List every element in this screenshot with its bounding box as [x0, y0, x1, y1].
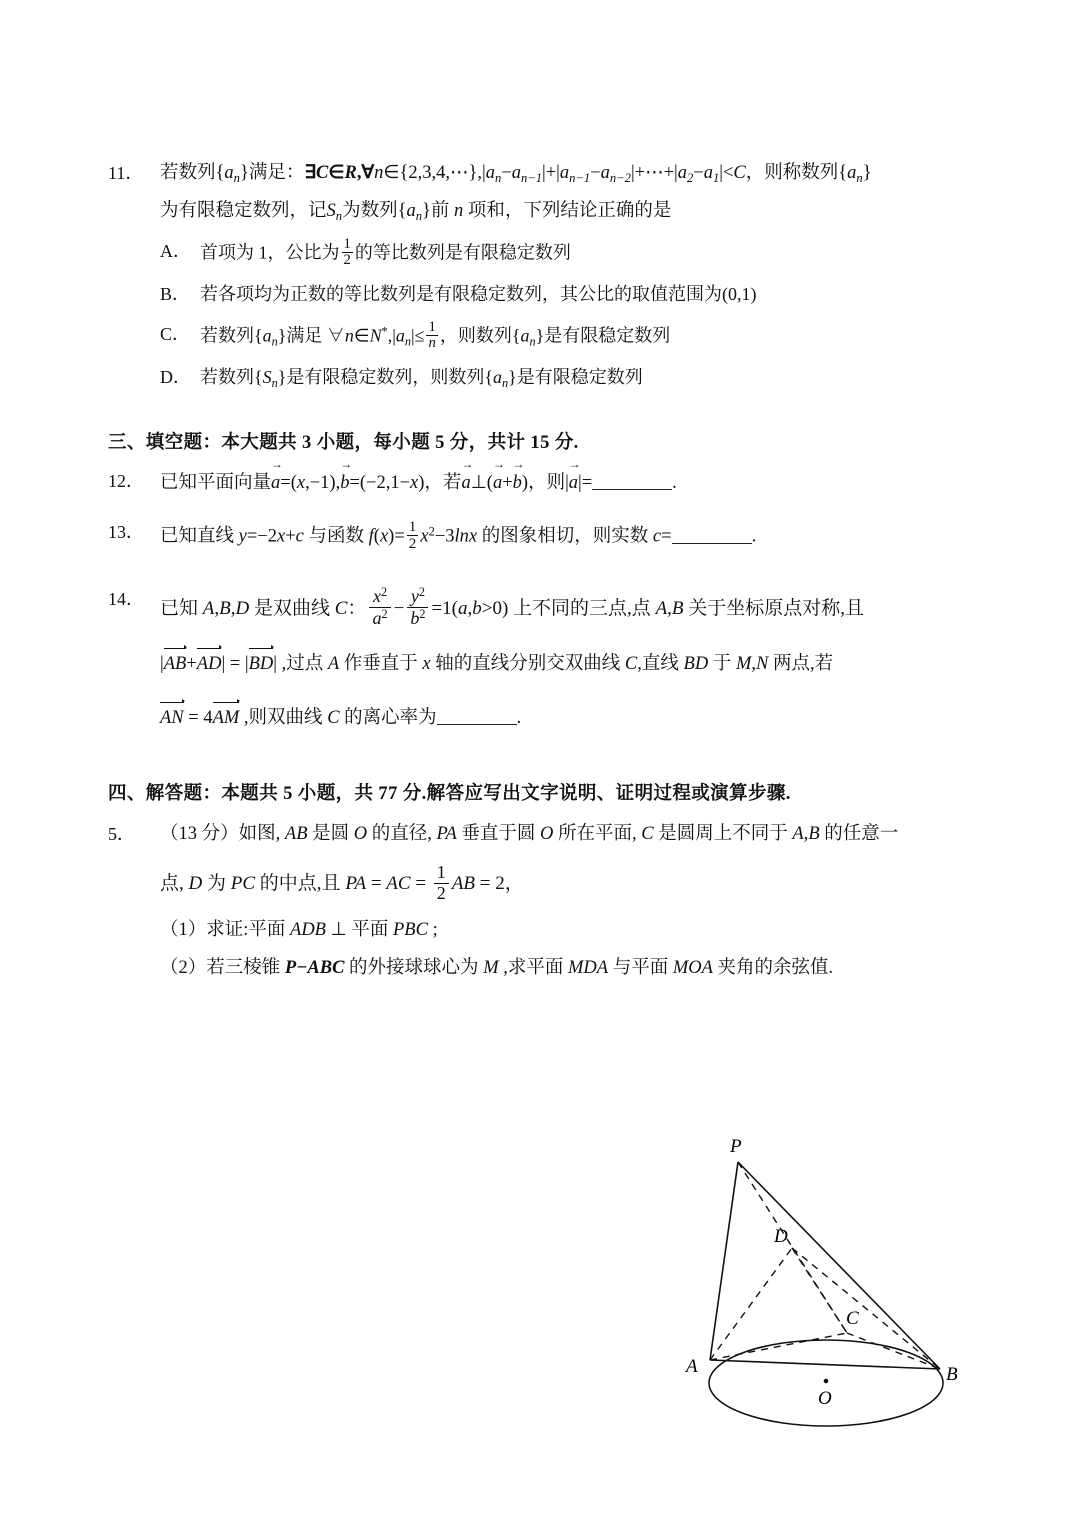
- question-13: [108, 519, 988, 552]
- option-c-key: C．: [160, 323, 191, 344]
- label-O: O: [818, 1388, 832, 1409]
- question-12-number: 12．: [108, 470, 144, 491]
- question-5: [108, 821, 988, 849]
- option-a-key: A．: [160, 240, 191, 261]
- segment-DB: [792, 1248, 940, 1369]
- option-b-text: 若各项均为正数的等比数列是有限稳定数列，其公比的取值范围为(0,1): [200, 284, 757, 305]
- question-11-stem-line1: 若数列$\{a_n\}$满足：$\exists C\in R,\forall n\in\{2,3,4,\cdots\},|a_n-a_{n-1}|+|a_{n-1}-a_{n-2}|+\cdots+|a_2-a_1|<C$，则称数列$\{a_n\}$: [160, 163, 872, 186]
- label-C: C: [846, 1308, 859, 1329]
- option-d-text: 若数列$\{S_n\}$是有限稳定数列，则数列$\{a_n\}$是有限稳定数列: [200, 367, 643, 391]
- question-5-number: 5．: [108, 823, 135, 844]
- question-12-text: 已知平面向量a →=(x,−1),b →=(−2,1−x)，若a →⊥(a →+b →)，则|a →|= .: [160, 468, 988, 498]
- question-13-number: 13．: [108, 522, 144, 543]
- section-3-heading: 三、填空题：本大题共 3 小题，每小题 5 分，共计 15 分.: [108, 432, 579, 453]
- answer-blank-12[interactable]: [592, 470, 672, 490]
- answer-blank-13[interactable]: [672, 525, 752, 545]
- question-11-option-c[interactable]: [160, 320, 988, 352]
- section-4-heading: 四、解答题：本题共 5 小题，共 77 分.解答应写出文字说明、证明过程或演算步骤.: [108, 783, 791, 804]
- question-5-line1: （13 分）如图, AB 是圆 O 的直径, PA 垂直于圆 O 所在平面, C 是圆周上不同于 A,B 的任意一: [160, 823, 899, 844]
- question-14-line3: AN = 4AM ,则双曲线 C 的离心率为 .: [160, 705, 988, 733]
- point-O-dot: [824, 1379, 829, 1384]
- question-11-option-d[interactable]: [160, 363, 988, 393]
- question-5-line2: 点, D 为 PC 的中点,且 PA = AC = $\frac{1}{2}$ AB = 2，: [160, 861, 524, 903]
- question-5-part-1: （1）求证:平面 ADB ⊥ 平面 PBC ;: [160, 920, 438, 941]
- question-14: [108, 586, 988, 629]
- option-c-text: 若数列$\{a_n\}$满足 $\forall n\in N^*,|a_n|\le$ $\frac{1}{n}$ ，则数列$\{a_n\}$是有限稳定数列: [200, 318, 671, 352]
- label-P: P: [730, 1136, 742, 1157]
- question-14-line1: 已知 A,B,D 是双曲线 C： $\frac{x^2}{a^2}$ − $\frac{y^2}{b^2}$ =1(a,b>0) 上不同的三点,点 A,B 关于坐标原点对称,且: [160, 585, 865, 629]
- question-13-text: 已知直线 y=−2x+c 与函数 f(x)= $\frac{1}{2}$ $x^2-3\ln x$ 的图象相切，则实数 c= .: [160, 518, 757, 553]
- label-B: B: [946, 1364, 958, 1385]
- segment-AB: [710, 1360, 940, 1369]
- option-b-key: B．: [160, 284, 191, 305]
- question-11-number: 11．: [108, 163, 144, 183]
- question-11-option-a[interactable]: [160, 237, 988, 269]
- segment-AC: [710, 1333, 847, 1360]
- question-11-stem-line2: 为有限稳定数列，记$S_n$为数列$\{a_n\}$前 n 项和，下列结论正确的是: [160, 200, 672, 223]
- question-14-number: 14．: [108, 589, 144, 610]
- figure-svg: [640, 1128, 1000, 1458]
- question-11-option-b[interactable]: [160, 280, 988, 309]
- label-D: D: [774, 1226, 788, 1247]
- question-11: [108, 160, 988, 394]
- segment-PB: [738, 1162, 940, 1369]
- segment-PA: [710, 1162, 738, 1360]
- question-14-line2: |AB+AD| = |BD| ,过点 A 作垂直于 x 轴的直线分别交双曲线 C,直线 BD 于 M,N 两点,若: [160, 651, 988, 679]
- label-A: A: [686, 1356, 698, 1377]
- page-content: [108, 160, 988, 991]
- answer-blank-14[interactable]: [437, 706, 517, 726]
- option-d-key: D．: [160, 367, 191, 388]
- option-a-text: 首项为 1，公比为 $\frac{1}{2}$ 的等比数列是有限稳定数列: [200, 235, 571, 269]
- cone-solid-geometry-diagram: [640, 1128, 1000, 1458]
- question-12: [108, 468, 988, 498]
- question-5-part-2: （2）若三棱锥 P−ABC 的外接球球心为 M ,求平面 MDA 与平面 MOA 夹角的余弦值.: [160, 958, 834, 979]
- segment-CB: [847, 1333, 940, 1369]
